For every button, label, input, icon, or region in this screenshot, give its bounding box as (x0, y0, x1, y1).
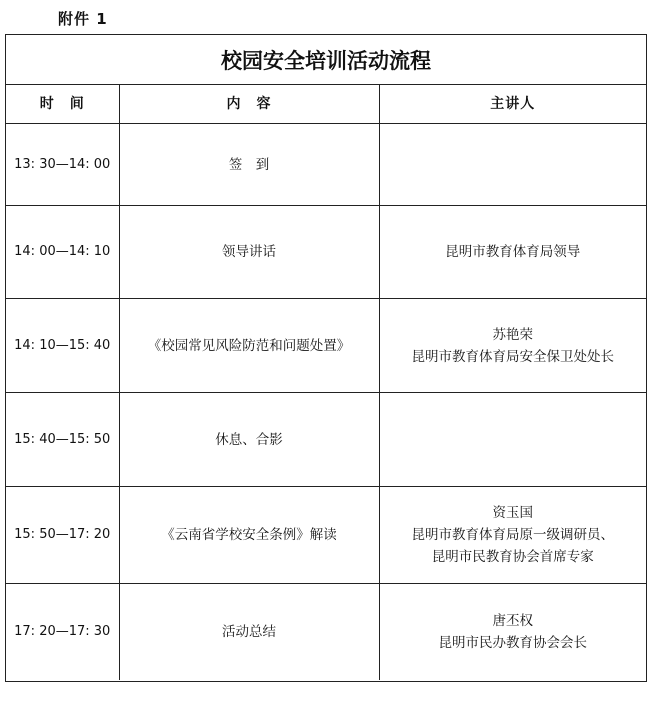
header-time: 时 间 (6, 85, 119, 124)
cell-content: 签 到 (119, 124, 379, 206)
speaker-line: 昆明市教育体育局原一级调研员、 (411, 527, 614, 543)
table-row (6, 124, 646, 206)
speaker-name: 唐丕权 (492, 612, 533, 629)
document-title: 校园安全培训活动流程 (6, 35, 646, 85)
table-row (6, 393, 646, 487)
cell-time: 13: 30—14: 00 (6, 124, 119, 206)
cell-time: 17: 20—17: 30 (6, 584, 119, 680)
speaker-name: 苏艳荣 (492, 326, 533, 343)
cell-time: 14: 00—14: 10 (6, 206, 119, 299)
speaker-line: 昆明市教育体育局领导 (445, 244, 581, 260)
speaker-name: 资玉国 (492, 505, 533, 521)
cell-time: 15: 40—15: 50 (6, 393, 119, 487)
speaker-line: 昆明市民教育协会首席专家 (431, 549, 594, 565)
table-row (6, 487, 646, 584)
table-header-row (6, 85, 646, 124)
cell-content: 活动总结 (119, 584, 379, 680)
speaker-line: 昆明市教育体育局安全保卫处处长 (411, 348, 614, 365)
cell-speaker (379, 206, 646, 299)
header-speaker: 主讲人 (379, 85, 646, 124)
cell-speaker (379, 584, 646, 680)
cell-speaker (379, 487, 646, 584)
cell-time: 15: 50—17: 20 (6, 487, 119, 584)
speaker-line: 昆明市民办教育协会会长 (438, 634, 587, 651)
cell-speaker (379, 299, 646, 393)
table-row (6, 584, 646, 680)
table-row (6, 299, 646, 393)
cell-time: 14: 10—15: 40 (6, 299, 119, 393)
cell-speaker (379, 393, 646, 487)
attachment-label: 附件 1 (58, 10, 108, 28)
schedule-sheet (5, 34, 647, 682)
schedule-table (6, 85, 646, 680)
header-content: 内 容 (119, 85, 379, 124)
cell-content: 领导讲话 (119, 206, 379, 299)
cell-content: 休息、合影 (119, 393, 379, 487)
cell-speaker (379, 124, 646, 206)
cell-content: 《云南省学校安全条例》解读 (119, 487, 379, 584)
cell-content: 《校园常见风险防范和问题处置》 (119, 299, 379, 393)
table-row (6, 206, 646, 299)
